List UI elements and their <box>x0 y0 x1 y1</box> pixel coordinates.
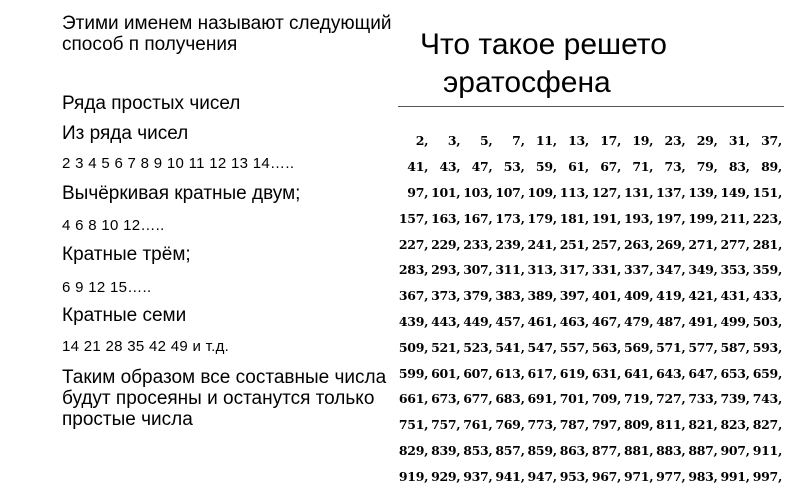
prime-cell: 709, <box>591 391 622 407</box>
prime-cell: 277, <box>720 236 750 252</box>
prime-cell: 937, <box>463 468 493 484</box>
prime-cell: 877, <box>591 442 622 458</box>
prime-cell: 167, <box>463 210 493 226</box>
prime-cell: 179, <box>527 210 557 226</box>
prime-cell: 73, <box>664 159 686 175</box>
prime-cell: 79, <box>696 159 718 175</box>
prime-cell: 113, <box>559 184 589 200</box>
prime-cell: 599, <box>398 365 429 381</box>
prime-cell: 683, <box>495 391 525 407</box>
prime-cell: 821, <box>688 417 718 433</box>
prime-cell: 283, <box>398 262 429 278</box>
prime-cell: 131, <box>624 184 654 200</box>
prime-cell: 601, <box>431 365 461 381</box>
prime-cell: 101, <box>431 184 461 200</box>
prime-cell: 719, <box>624 391 654 407</box>
table-row <box>398 309 784 335</box>
prime-cell: 367, <box>398 288 429 304</box>
table-row <box>398 257 784 283</box>
prime-cell: 19, <box>632 133 654 149</box>
prime-cell: 97, <box>407 184 429 200</box>
prime-cell: 827, <box>752 417 782 433</box>
prime-cell: 227, <box>398 236 429 252</box>
prime-cell: 811, <box>656 417 686 433</box>
prime-cell: 337, <box>624 262 654 278</box>
table-row <box>398 360 784 386</box>
prime-cell: 263, <box>624 236 654 252</box>
prime-cell: 557, <box>559 339 589 355</box>
prime-cell: 67, <box>600 159 622 175</box>
table-row <box>398 438 784 464</box>
prime-cell: 163, <box>431 210 461 226</box>
text-line: Вычёркивая кратные двум; <box>62 183 301 204</box>
text-line: Из ряда чисел <box>62 123 189 144</box>
prime-cell: 443, <box>431 313 461 329</box>
prime-cell: 673, <box>431 391 461 407</box>
prime-cell: 997, <box>752 468 782 484</box>
prime-cell: 787, <box>559 417 589 433</box>
prime-cell: 743, <box>752 391 782 407</box>
prime-cell: 571, <box>656 339 686 355</box>
prime-cell: 433, <box>752 288 782 304</box>
prime-cell: 499, <box>720 313 750 329</box>
prime-cell: 71, <box>632 159 654 175</box>
prime-cell: 47, <box>471 159 493 175</box>
prime-cell: 157, <box>398 210 429 226</box>
prime-cell: 919, <box>398 468 429 484</box>
prime-cell: 59, <box>535 159 557 175</box>
prime-cell: 953, <box>559 468 589 484</box>
prime-cell: 881, <box>624 442 654 458</box>
prime-cell: 797, <box>591 417 622 433</box>
prime-cell: 139, <box>688 184 718 200</box>
prime-cell: 491, <box>688 313 718 329</box>
prime-cell: 691, <box>527 391 557 407</box>
prime-cell: 3, <box>447 133 461 149</box>
primes-table-image <box>398 106 784 484</box>
prime-cell: 17, <box>600 133 622 149</box>
prime-cell: 991, <box>720 468 750 484</box>
prime-cell: 983, <box>688 468 718 484</box>
prime-cell: 823, <box>720 417 750 433</box>
prime-cell: 31, <box>728 133 750 149</box>
prime-cell: 311, <box>495 262 525 278</box>
prime-cell: 809, <box>624 417 654 433</box>
title-line-1: Что такое решето <box>420 28 667 61</box>
prime-cell: 487, <box>656 313 686 329</box>
prime-cell: 41, <box>407 159 429 175</box>
prime-cell: 211, <box>720 210 750 226</box>
prime-cell: 829, <box>398 442 429 458</box>
prime-cell: 271, <box>688 236 718 252</box>
prime-cell: 61, <box>568 159 589 175</box>
prime-cell: 181, <box>559 210 589 226</box>
prime-cell: 643, <box>656 365 686 381</box>
prime-cell: 401, <box>591 288 622 304</box>
prime-cell: 373, <box>431 288 461 304</box>
prime-cell: 223, <box>752 210 782 226</box>
prime-cell: 461, <box>527 313 557 329</box>
prime-cell: 197, <box>656 210 686 226</box>
prime-cell: 103, <box>463 184 493 200</box>
prime-cell: 109, <box>527 184 557 200</box>
prime-cell: 193, <box>624 210 654 226</box>
prime-cell: 457, <box>495 313 525 329</box>
table-row <box>398 128 784 154</box>
prime-cell: 941, <box>495 468 525 484</box>
prime-cell: 409, <box>624 288 654 304</box>
prime-cell: 593, <box>752 339 782 355</box>
prime-cell: 733, <box>688 391 718 407</box>
prime-cell: 619, <box>559 365 589 381</box>
prime-cell: 577, <box>688 339 718 355</box>
prime-cell: 307, <box>463 262 493 278</box>
prime-cell: 503, <box>752 313 782 329</box>
prime-cell: 379, <box>463 288 493 304</box>
prime-cell: 353, <box>720 262 750 278</box>
prime-cell: 641, <box>624 365 654 381</box>
prime-cell: 419, <box>656 288 686 304</box>
prime-cell: 83, <box>728 159 750 175</box>
prime-cell: 317, <box>559 262 589 278</box>
prime-cell: 761, <box>463 417 493 433</box>
prime-cell: 947, <box>527 468 557 484</box>
table-row <box>398 205 784 231</box>
prime-cell: 907, <box>720 442 750 458</box>
prime-cell: 769, <box>495 417 525 433</box>
prime-cell: 863, <box>559 442 589 458</box>
prime-cell: 911, <box>752 442 782 458</box>
prime-cell: 149, <box>720 184 750 200</box>
prime-cell: 659, <box>752 365 782 381</box>
prime-cell: 479, <box>624 313 654 329</box>
prime-cell: 229, <box>431 236 461 252</box>
primes-table <box>398 128 784 489</box>
prime-cell: 607, <box>463 365 493 381</box>
title-line-2: эратосфена <box>443 66 611 99</box>
text-line: Этими именем называют следующий способ п получения <box>62 13 392 55</box>
prime-cell: 613, <box>495 365 525 381</box>
prime-cell: 239, <box>495 236 525 252</box>
table-row <box>398 180 784 206</box>
table-row <box>398 386 784 412</box>
prime-cell: 421, <box>688 288 718 304</box>
table-top-rule <box>398 106 784 107</box>
text-line: 4 6 8 10 12….. <box>62 217 165 234</box>
prime-cell: 29, <box>696 133 718 149</box>
prime-cell: 739, <box>720 391 750 407</box>
prime-cell: 397, <box>559 288 589 304</box>
prime-cell: 43, <box>439 159 461 175</box>
prime-cell: 631, <box>591 365 622 381</box>
prime-cell: 929, <box>431 468 461 484</box>
prime-cell: 137, <box>656 184 686 200</box>
prime-cell: 653, <box>720 365 750 381</box>
prime-cell: 11, <box>535 133 557 149</box>
prime-cell: 191, <box>591 210 622 226</box>
prime-cell: 859, <box>527 442 557 458</box>
table-row <box>398 231 784 257</box>
prime-cell: 151, <box>752 184 782 200</box>
prime-cell: 883, <box>656 442 686 458</box>
prime-cell: 389, <box>527 288 557 304</box>
prime-cell: 727, <box>656 391 686 407</box>
prime-cell: 547, <box>527 339 557 355</box>
prime-cell: 439, <box>398 313 429 329</box>
prime-cell: 107, <box>495 184 525 200</box>
table-row <box>398 334 784 360</box>
prime-cell: 677, <box>463 391 493 407</box>
slide-title <box>420 26 780 102</box>
prime-cell: 199, <box>688 210 718 226</box>
prime-cell: 7, <box>512 133 525 149</box>
table-row <box>398 463 784 489</box>
prime-cell: 773, <box>527 417 557 433</box>
prime-cell: 661, <box>398 391 429 407</box>
prime-cell: 541, <box>495 339 525 355</box>
prime-cell: 5, <box>480 133 493 149</box>
prime-cell: 257, <box>591 236 622 252</box>
prime-cell: 293, <box>431 262 461 278</box>
text-line: Кратные трём; <box>62 244 191 265</box>
table-row <box>398 154 784 180</box>
prime-cell: 37, <box>761 133 782 149</box>
prime-cell: 359, <box>752 262 782 278</box>
prime-cell: 467, <box>591 313 622 329</box>
prime-cell: 569, <box>624 339 654 355</box>
prime-cell: 269, <box>656 236 686 252</box>
prime-cell: 563, <box>591 339 622 355</box>
prime-cell: 509, <box>398 339 429 355</box>
text-line: 6 9 12 15….. <box>62 279 152 296</box>
prime-cell: 853, <box>463 442 493 458</box>
prime-cell: 233, <box>463 236 493 252</box>
prime-cell: 449, <box>463 313 493 329</box>
prime-cell: 2, <box>415 133 429 149</box>
prime-cell: 751, <box>398 417 429 433</box>
prime-cell: 887, <box>688 442 718 458</box>
prime-cell: 839, <box>431 442 461 458</box>
prime-cell: 313, <box>527 262 557 278</box>
prime-cell: 971, <box>624 468 654 484</box>
prime-cell: 241, <box>527 236 557 252</box>
prime-cell: 647, <box>688 365 718 381</box>
prime-cell: 173, <box>495 210 525 226</box>
prime-cell: 521, <box>431 339 461 355</box>
text-line: 14 21 28 35 42 49 и т.д. <box>62 338 230 355</box>
prime-cell: 53, <box>503 159 525 175</box>
prime-cell: 967, <box>591 468 622 484</box>
prime-cell: 431, <box>720 288 750 304</box>
prime-cell: 383, <box>495 288 525 304</box>
prime-cell: 281, <box>752 236 782 252</box>
prime-cell: 857, <box>495 442 525 458</box>
prime-cell: 587, <box>720 339 750 355</box>
prime-cell: 463, <box>559 313 589 329</box>
prime-cell: 13, <box>568 133 589 149</box>
table-row <box>398 412 784 438</box>
table-row <box>398 283 784 309</box>
prime-cell: 523, <box>463 339 493 355</box>
prime-cell: 251, <box>559 236 589 252</box>
prime-cell: 127, <box>591 184 622 200</box>
prime-cell: 89, <box>761 159 782 175</box>
prime-cell: 349, <box>688 262 718 278</box>
prime-cell: 757, <box>431 417 461 433</box>
prime-cell: 331, <box>591 262 622 278</box>
text-line: Кратные семи <box>62 305 187 326</box>
text-line: 2 3 4 5 6 7 8 9 10 11 12 13 14….. <box>62 155 295 172</box>
prime-cell: 347, <box>656 262 686 278</box>
prime-cell: 701, <box>559 391 589 407</box>
prime-cell: 977, <box>656 468 686 484</box>
prime-cell: 617, <box>527 365 557 381</box>
prime-cell: 23, <box>664 133 686 149</box>
text-line: Таким образом все составные числа будут просеяны и останутся только простые числа <box>62 367 387 430</box>
text-line: Ряда простых чисел <box>62 93 241 114</box>
